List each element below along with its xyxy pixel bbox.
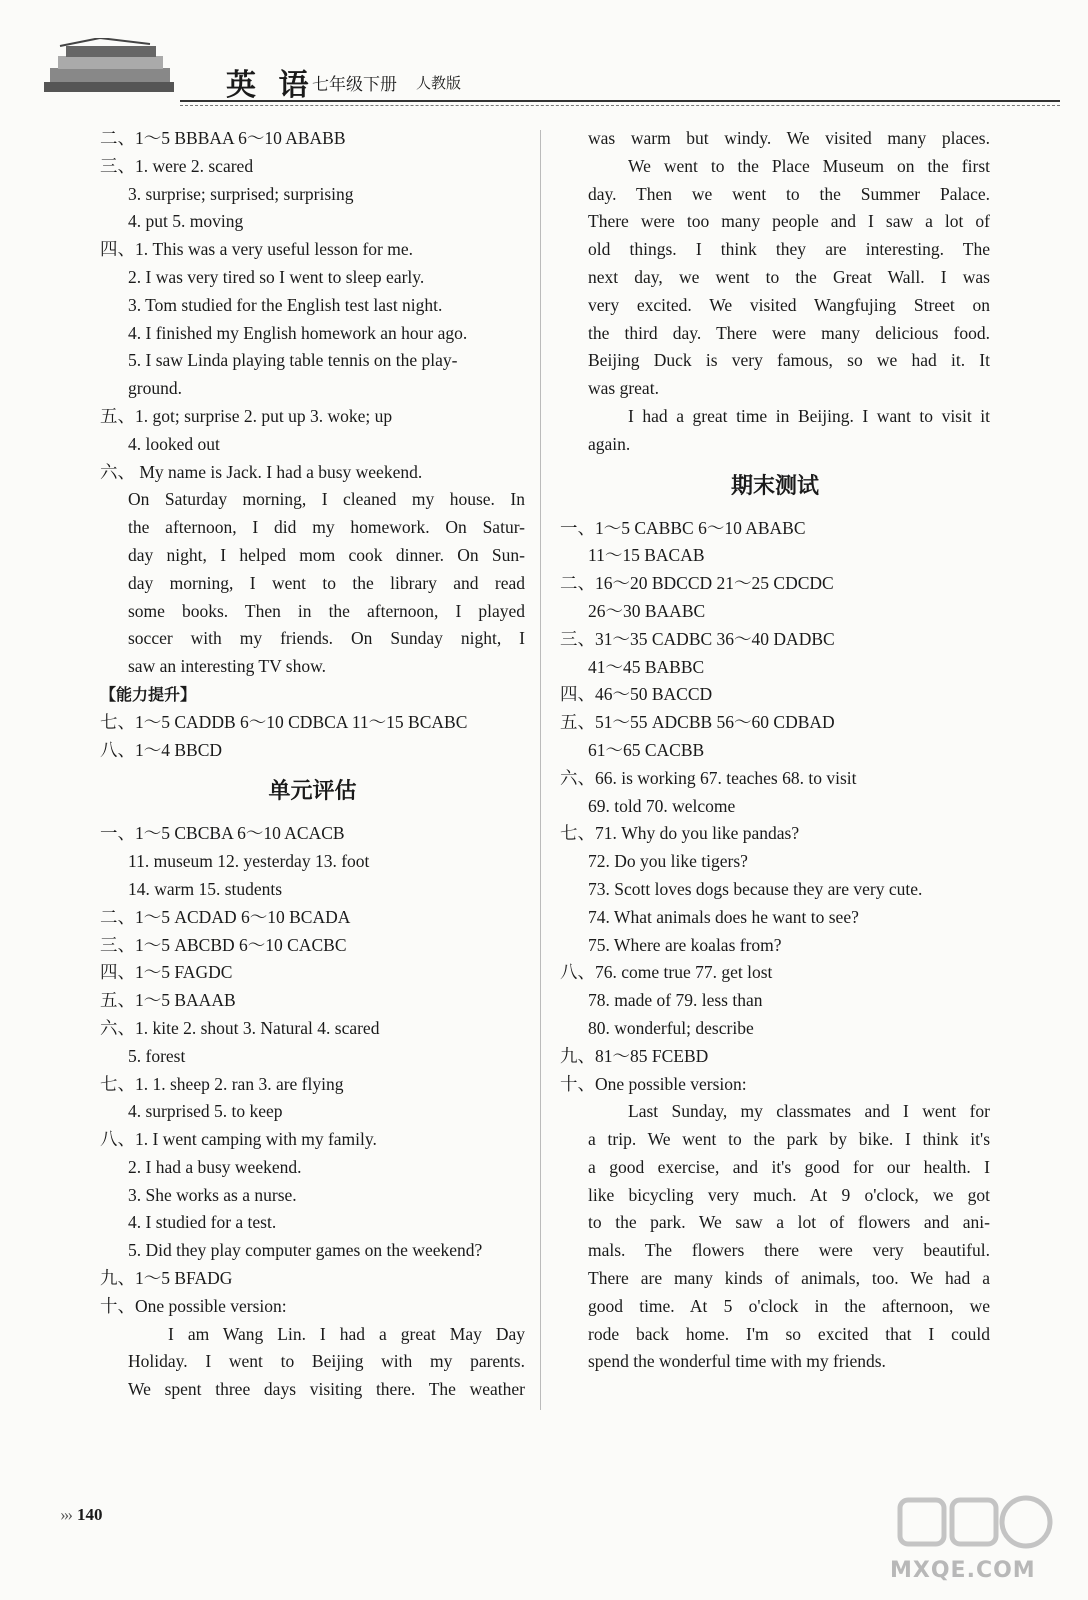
text-line: I am Wang Lin. I had a great May Day — [168, 1323, 525, 1344]
text-line: 十、One possible version: — [560, 1073, 747, 1094]
text-line: We spent three days visiting there. The weather — [128, 1379, 525, 1400]
text-line: 74. What animals does he want to see? — [588, 906, 859, 927]
text-line: very excited. We visited Wangfujing Street on — [588, 294, 990, 315]
text-line: rode back home. I'm so excited that I could — [588, 1323, 990, 1344]
section-title: 期末测试 — [730, 473, 819, 499]
text-line: 七、71. Why do you like pandas? — [560, 823, 800, 844]
text-line: the third day. There were many delicious food. — [588, 322, 990, 343]
page-header — [40, 38, 1050, 108]
text-line: soccer with my friends. On Sunday night, I — [128, 628, 525, 649]
text-line: 5. Did they play computer games on the weekend? — [128, 1240, 483, 1261]
text-line: 一、1～5 CABBC 6～10 ABABC — [560, 517, 806, 538]
text-line: Holiday. I went to Beijing with my parents. — [128, 1351, 525, 1372]
text-line: mals. The flowers there were very beautiful. — [588, 1240, 990, 1261]
text-line: day morning, I went to the library and read — [128, 572, 525, 593]
text-line: 六、66. is working 67. teaches 68. to visit — [560, 767, 857, 788]
text-line: ground. — [128, 378, 182, 399]
text-line: saw an interesting TV show. — [128, 656, 326, 677]
text-line: 5. forest — [128, 1045, 186, 1066]
text-line: 4. put 5. moving — [128, 211, 244, 232]
text-line: Beijing Duck is very famous, so we had it. It — [588, 350, 990, 371]
text-line: 72. Do you like tigers? — [588, 851, 748, 872]
text-line: 69. told 70. welcome — [588, 795, 736, 816]
text-line: 2. I was very tired so I went to sleep early. — [128, 266, 425, 287]
page-arrows-icon: ››› — [60, 1505, 71, 1524]
text-line: 3. She works as a nurse. — [128, 1184, 297, 1205]
text-line: 六、1. kite 2. shout 3. Natural 4. scared — [100, 1017, 380, 1038]
text-line: 3. surprise; surprised; surprising — [128, 183, 354, 204]
text-line: 六、 My name is Jack. I had a busy weekend. — [100, 461, 423, 482]
text-line: 二、16～20 BDCCD 21～25 CDCDC — [560, 573, 834, 594]
page-number-value: 140 — [76, 1505, 103, 1524]
watermark-logo-icon — [890, 1490, 1060, 1560]
text-line: 七、1～5 CADDB 6～10 CDBCA 11～15 BCABC — [100, 711, 468, 732]
text-line: 三、31～35 CADBC 36～40 DADBC — [560, 628, 835, 649]
text-line: 三、1～5 ABCBD 6～10 CACBC — [100, 934, 347, 955]
text-line: 十、One possible version: — [100, 1295, 287, 1316]
text-line: 4. looked out — [128, 433, 220, 454]
page-number — [60, 1505, 102, 1525]
text-line: Last Sunday, my classmates and I went for — [628, 1101, 990, 1122]
books-logo-icon — [40, 38, 180, 100]
text-line: 3. Tom studied for the English test last night. — [128, 294, 443, 315]
text-line: 九、1～5 BFADG — [100, 1268, 233, 1289]
grade-label: 七年级下册 — [312, 75, 397, 95]
text-line: On Saturday morning, I cleaned my house. In — [128, 489, 525, 510]
text-line: 四、46～50 BACCD — [560, 684, 713, 705]
text-line: 五、1. got; surprise 2. put up 3. woke; up — [100, 405, 393, 426]
column-divider — [540, 130, 541, 1410]
text-line: old things. I think they are interesting. The — [588, 239, 990, 260]
text-line: 11～15 BACAB — [588, 545, 705, 566]
text-line: like bicycling very much. At 9 o'clock, we got — [588, 1184, 990, 1205]
text-line: again. — [588, 433, 631, 454]
text-line: 八、1～4 BBCD — [100, 739, 223, 760]
text-line: good time. At 5 o'clock in the afternoon, we — [588, 1295, 990, 1316]
text-line: to the park. We saw a lot of flowers and ani- — [588, 1212, 990, 1233]
header-rule-dashed — [180, 105, 1060, 106]
text-line: next day, we went to the Great Wall. I was — [588, 266, 990, 287]
text-line: some books. Then in the afternoon, I played — [128, 600, 525, 621]
text-line: 61～65 CACBB — [588, 739, 705, 760]
text-line: 【能力提升】 — [100, 684, 197, 704]
text-line: 2. I had a busy weekend. — [128, 1156, 302, 1177]
header-rule — [180, 100, 1060, 102]
watermark-text: MXQE.COM — [890, 1558, 1036, 1583]
text-line: 41～45 BABBC — [588, 656, 705, 677]
text-line: was great. — [588, 378, 659, 399]
text-line: 4. surprised 5. to keep — [128, 1101, 283, 1122]
text-line: 78. made of 79. less than — [588, 990, 763, 1011]
watermark — [890, 1490, 1060, 1583]
text-line: 五、51～55 ADCBB 56～60 CDBAD — [560, 712, 835, 733]
text-line: 八、76. come true 77. get lost — [560, 962, 773, 983]
text-line: There are many kinds of animals, too. We had a — [588, 1268, 990, 1289]
text-line: 四、1～5 FAGDC — [100, 962, 233, 983]
subject-title: 英 语 — [226, 68, 315, 103]
text-line: a good exercise, and it's good for our health. I — [588, 1156, 990, 1177]
edition-label: 人教版 — [416, 74, 462, 92]
text-line: 二、1～5 BBBAA 6～10 ABABB — [100, 128, 346, 148]
text-line: 八、1. I went camping with my family. — [100, 1129, 377, 1150]
text-line: 14. warm 15. students — [128, 878, 283, 899]
text-line: 11. museum 12. yesterday 13. foot — [128, 851, 370, 872]
text-line: the afternoon, I did my homework. On Satur- — [128, 517, 525, 538]
text-line: 五、1～5 BAAAB — [100, 990, 236, 1011]
text-line: 73. Scott loves dogs because they are very cute. — [588, 878, 923, 899]
text-line: There were too many people and I saw a lot of — [588, 211, 990, 232]
right-column — [560, 125, 990, 1376]
text-line: was warm but windy. We visited many places. — [588, 128, 990, 148]
text-line: 一、1～5 CBCBA 6～10 ACACB — [100, 823, 345, 844]
text-line: a trip. We went to the park by bike. I think it's — [588, 1129, 990, 1150]
text-line: spend the wonderful time with my friends. — [588, 1351, 886, 1372]
section-title: 单元评估 — [268, 779, 357, 805]
text-line: We went to the Place Museum on the first — [628, 155, 990, 176]
text-line: 4. I studied for a test. — [128, 1212, 277, 1233]
text-line: day. Then we went to the Summer Palace. — [588, 183, 990, 204]
text-line: I had a great time in Beijing. I want to visit it — [628, 405, 990, 426]
text-line: 七、1. 1. sheep 2. ran 3. are flying — [100, 1073, 344, 1094]
text-line: 二、1～5 ACDAD 6～10 BCADA — [100, 906, 351, 927]
text-line: 四、1. This was a very useful lesson for me. — [100, 239, 413, 260]
text-line: 26～30 BAABC — [588, 600, 706, 621]
left-column — [100, 125, 525, 1404]
text-line: 三、1. were 2. scared — [100, 155, 254, 176]
text-line: 九、81～85 FCEBD — [560, 1045, 709, 1066]
text-line: day night, I helped mom cook dinner. On Sun- — [128, 544, 525, 565]
text-line: 75. Where are koalas from? — [588, 934, 782, 955]
text-line: 80. wonderful; describe — [588, 1017, 754, 1038]
text-line: 4. I finished my English homework an hour ago. — [128, 322, 468, 343]
text-line: 5. I saw Linda playing table tennis on the play- — [128, 350, 458, 371]
